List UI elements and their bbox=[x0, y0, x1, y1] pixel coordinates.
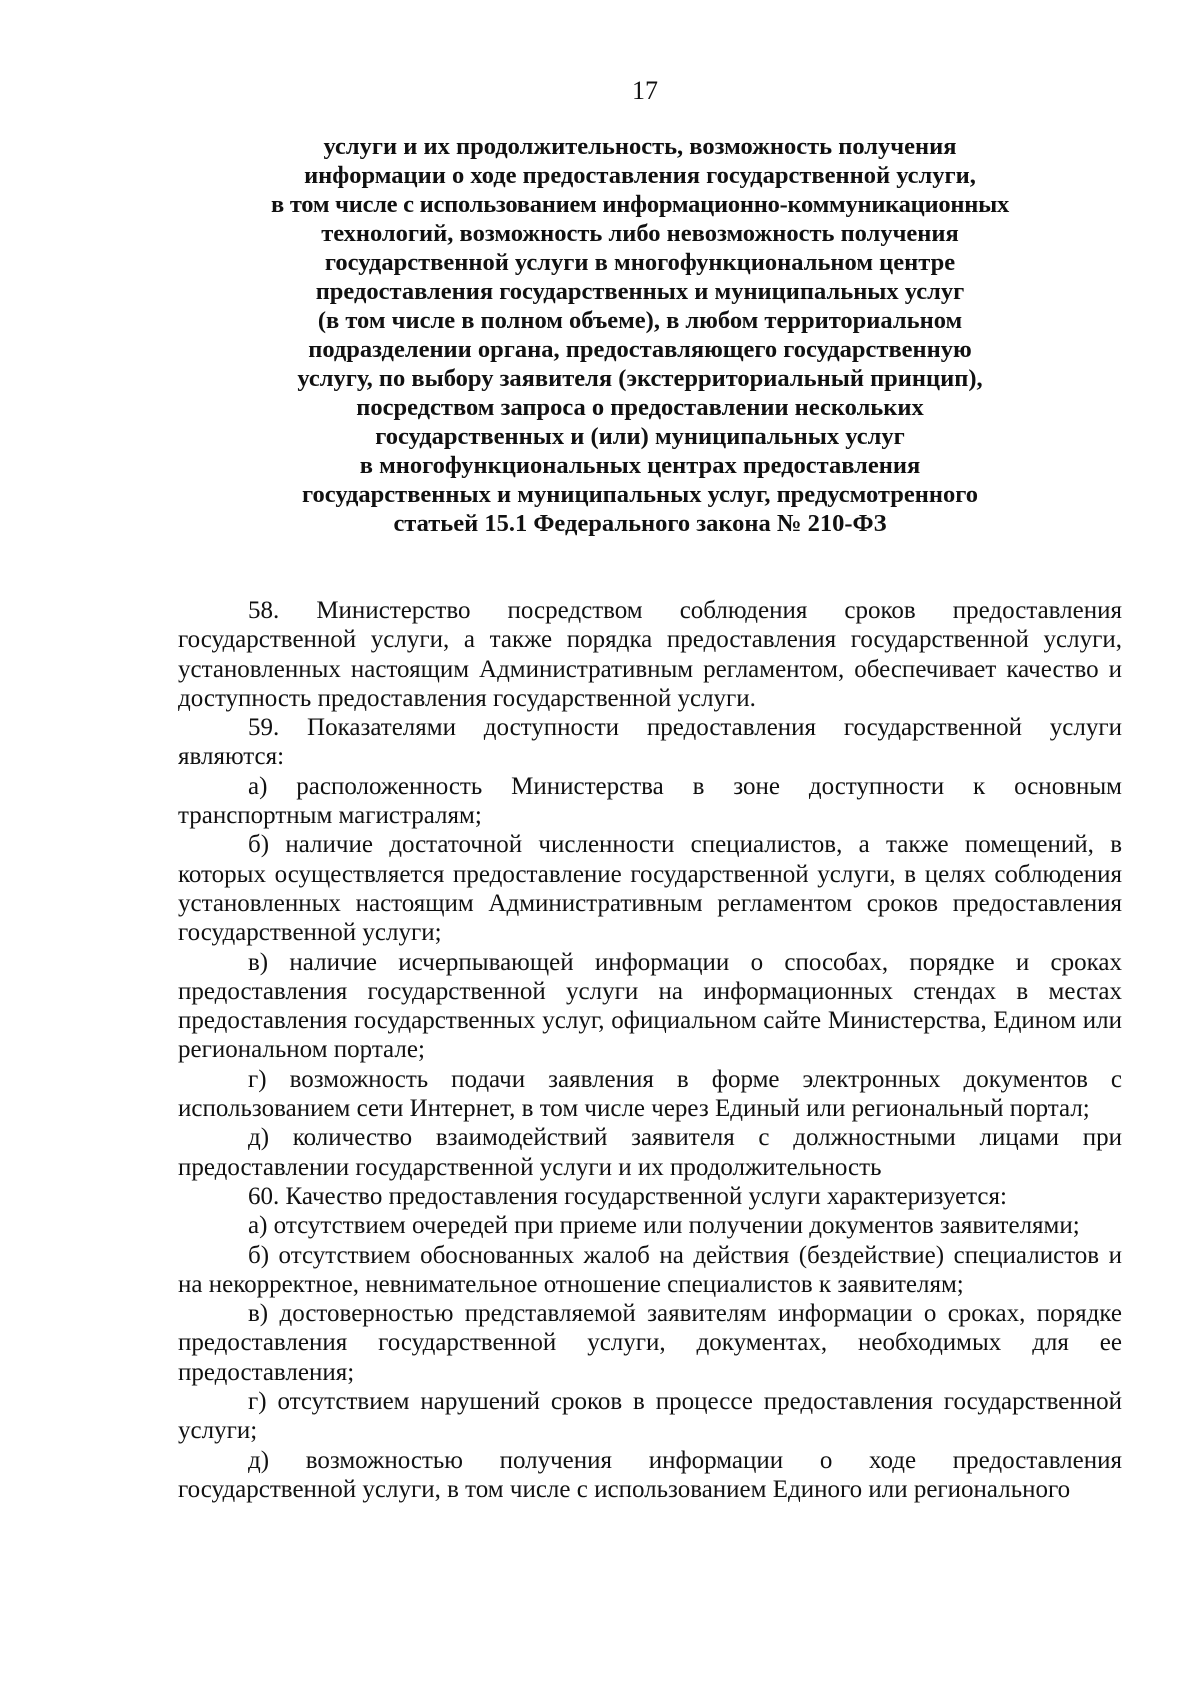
document-body bbox=[178, 596, 1122, 1504]
heading-line: статьей 15.1 Федерального закона № 210-ФЗ bbox=[393, 510, 887, 537]
paragraph-59-a: а) расположенность Министерства в зоне доступности к основным транспортным магистралям; bbox=[178, 772, 1122, 830]
heading-line: технологий, возможность либо невозможность получения bbox=[321, 220, 959, 247]
paragraph-60-b: б) отсутствием обоснованных жалоб на действия (бездействие) специалистов и на некорректное, невнимательное отношение специалистов к заявителям; bbox=[178, 1241, 1122, 1298]
heading-line: государственных и муниципальных услуг, предусмотренного bbox=[302, 481, 978, 508]
paragraph-59-v: в) наличие исчерпывающей информации о способах, порядке и сроках предоставления государственной услуги на информационных стендах в местах предоставления государственных услуг, официальном сайте Министерства, Едином или региональном портале; bbox=[178, 948, 1122, 1064]
heading-line: предоставления государственных и муниципальных услуг bbox=[315, 278, 965, 305]
heading-line: посредством запроса о предоставлении нескольких bbox=[356, 394, 924, 421]
heading-line: в многофункциональных центрах предоставления bbox=[359, 452, 921, 479]
heading-line: подразделении органа, предоставляющего государственную bbox=[308, 336, 972, 363]
heading-line: государственной услуги в многофункциональном центре bbox=[324, 249, 956, 276]
heading-line: государственных и (или) муниципальных услуг bbox=[375, 423, 905, 450]
paragraph-60-g: г) отсутствием нарушений сроков в процессе предоставления государственной услуги; bbox=[178, 1388, 1122, 1445]
page-number: 17 bbox=[632, 76, 658, 105]
heading-line: услугу, по выбору заявителя (экстерриториальный принцип), bbox=[297, 365, 983, 392]
paragraph-59-g: г) возможность подачи заявления в форме электронных документов с использованием сети Интернет, в том числе через Единый или региональный портал; bbox=[178, 1065, 1122, 1123]
heading-line: информации о ходе предоставления государственной услуги, bbox=[304, 162, 976, 189]
paragraph-60-v: в) достоверностью представляемой заявителям информации о сроках, порядке предоставления государственной услуги, документах, необходимых для ее предоставления; bbox=[178, 1300, 1122, 1386]
paragraph-58: 58. Министерство посредством соблюдения сроков предоставления государственной услуги, а также порядка предоставления государственной услуги, установленных настоящим Административным регламентом, обеспечивает качество и доступность предоставления государственной услуги. bbox=[178, 597, 1122, 712]
section-heading bbox=[180, 132, 1100, 538]
paragraph-60-a: а) отсутствием очередей при приеме или получении документов заявителями; bbox=[248, 1212, 1080, 1240]
paragraph-60: 60. Качество предоставления государственной услуги характеризуется: bbox=[248, 1182, 1007, 1210]
paragraph-59-b: б) наличие достаточной численности специалистов, а также помещений, в которых осуществляется предоставление государственной услуги, в целях соблюдения установленных настоящим Административным регламентом сроков предоставления государственной услуги; bbox=[178, 831, 1122, 947]
heading-line: (в том числе в полном объеме), в любом территориальном bbox=[317, 307, 963, 334]
heading-line: услуги и их продолжительность, возможность получения bbox=[323, 133, 957, 160]
paragraph-59: 59. Показателями доступности предоставления государственной услуги являются: bbox=[178, 714, 1122, 771]
paragraph-60-d: д) возможностью получения информации о ходе предоставления государственной услуги, в том числе с использованием Единого или регионального bbox=[178, 1446, 1122, 1503]
heading-line: в том числе с использованием информационно-коммуникационных bbox=[270, 191, 1010, 218]
paragraph-59-d: д) количество взаимодействий заявителя с должностными лицами при предоставлении государственной услуги и их продолжительность bbox=[178, 1124, 1122, 1181]
